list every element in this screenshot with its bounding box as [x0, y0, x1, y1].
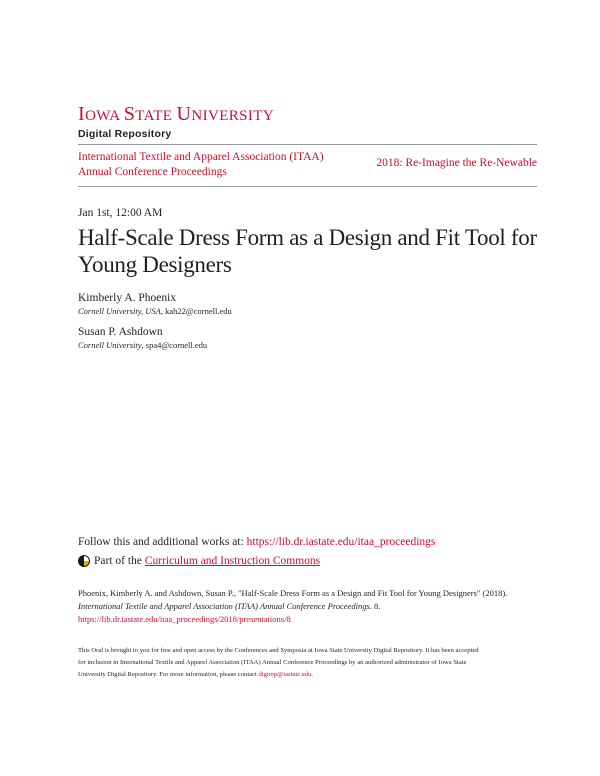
logo-letter: U: [176, 103, 192, 125]
citation-line: Phoenix, Kimberly A. and Ashdown, Susan P., "Half-Scale Dress Form as a Design and Fit Tool for Young Designers" (2018).: [78, 588, 508, 598]
collection-link[interactable]: 2018: Re-Imagine the Re-Newable: [376, 157, 537, 169]
author-affiliation: [78, 306, 232, 316]
author-name: Susan P. Ashdown: [78, 326, 163, 338]
citation-block: [78, 587, 548, 626]
follow-label: Follow this and additional works at:: [78, 536, 247, 548]
article-title: Half-Scale Dress Form as a Design and Fit Tool for Young Designers: [78, 225, 537, 277]
citation-url[interactable]: https://lib.dr.iastate.edu/itaa_proceedings/2018/presentations/8: [78, 614, 291, 624]
author-university: Cornell University: [78, 340, 142, 350]
follow-line: [78, 536, 435, 548]
article-date: Jan 1st, 12:00 AM: [78, 207, 163, 219]
author-name: Kimberly A. Phoenix: [78, 292, 177, 304]
header-rule-bottom: [78, 186, 537, 187]
author-affiliation: [78, 340, 207, 350]
series-link[interactable]: International Textile and Apparel Association (ITAA) Annual Conference Proceedings: [78, 151, 324, 178]
header-rule-top: [78, 144, 537, 145]
notice-text: .: [311, 671, 313, 678]
follow-url-link[interactable]: https://lib.dr.iastate.edu/itaa_proceedings: [246, 536, 436, 548]
logo-letter: S: [123, 103, 136, 125]
citation-line: [78, 600, 548, 613]
logo-subtitle: Digital Repository: [78, 128, 172, 140]
logo-word: OWA: [85, 108, 124, 124]
notice-text: University Digital Repository. For more information, please contact: [78, 671, 259, 678]
logo-title: [78, 104, 274, 126]
commons-link[interactable]: Curriculum and Instruction Commons: [144, 555, 321, 567]
university-logo[interactable]: [78, 104, 274, 140]
citation-number: . 8.: [369, 601, 381, 611]
logo-letter: I: [78, 103, 86, 125]
contact-email-link[interactable]: digirep@iastate.edu: [258, 671, 312, 678]
logo-word: TATE: [135, 108, 177, 124]
access-notice: [78, 645, 548, 681]
part-of-line: [78, 555, 320, 567]
notice-line: This Oral is brought to you for free and open access by the Conferences and Symposia at Iowa State University Digital Repository. It has been accepted: [78, 647, 479, 654]
author-university: Cornell University, USA: [78, 306, 161, 316]
notice-line: [78, 669, 548, 681]
bepress-network-icon: [78, 555, 90, 567]
author-email[interactable]: , spa4@cornell.edu: [141, 340, 208, 350]
citation-venue: International Textile and Apparel Association (ITAA) Annual Conference Proceedings: [78, 601, 370, 611]
logo-word: NIVERSITY: [191, 108, 275, 124]
part-of-label: Part of the: [94, 555, 142, 567]
author-email[interactable]: , kah22@cornell.edu: [160, 306, 232, 316]
notice-line: for inclusion in International Textile and Apparel Association (ITAA) Annual Conference Proceedings by an authorized administrator of Iowa State: [78, 659, 467, 666]
